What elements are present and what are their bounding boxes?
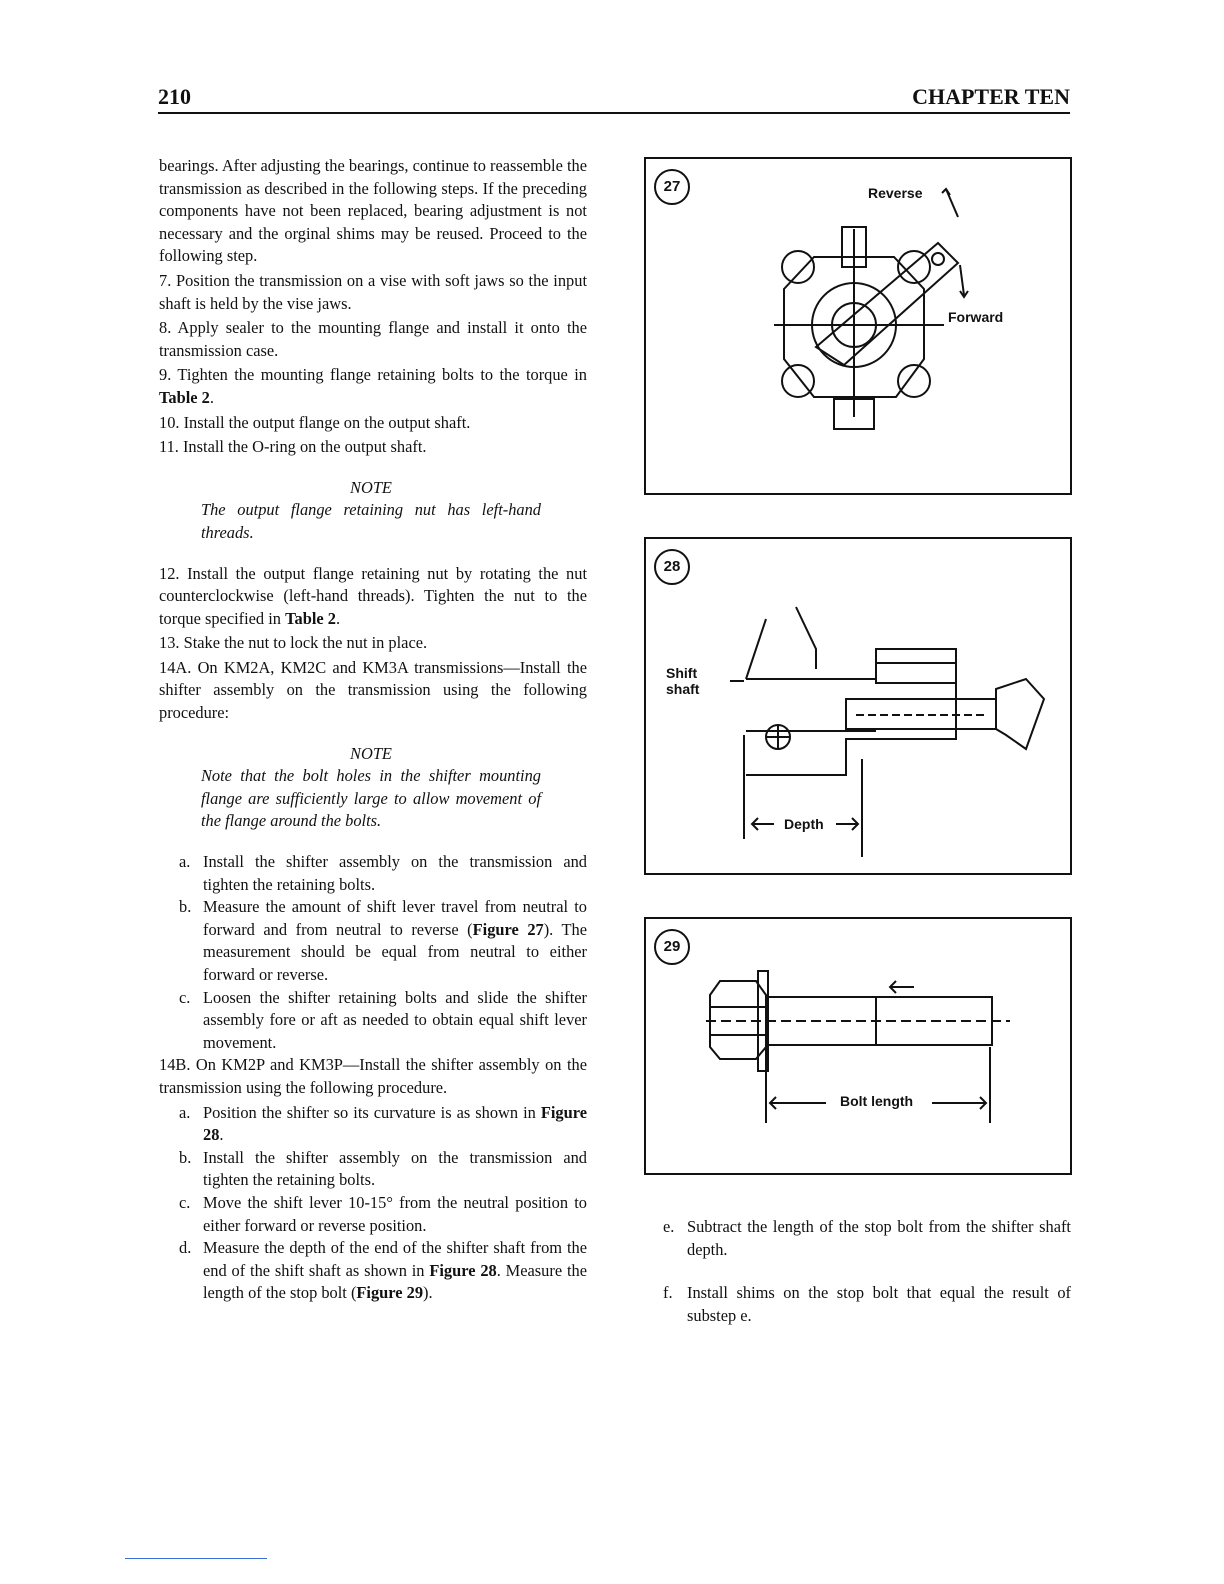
figure-28: [644, 537, 1072, 875]
substep: c. Loosen the shifter retaining bolts and slide the shifter assembly fore or aft as needed to obtain equal shift lever movement.: [179, 987, 587, 1052]
figure-number: 27: [654, 169, 690, 205]
paragraph: bearings. After adjusting the bearings, continue to reassemble the transmission as described in the following steps. If the preceding components have not been replaced, bearing adjustment is not necessary and the orginal shims may be reused. Proceed to the following step.: [159, 156, 587, 266]
shaft-label: shaft: [666, 681, 700, 697]
substep: a. Install the shifter assembly on the transmission and tighten the retaining bolts.: [179, 852, 587, 894]
substep: f. Install shims on the stop bolt that equal the result of substep e.: [663, 1283, 1071, 1325]
note-box: [201, 477, 541, 545]
substep: b. Measure the amount of shift lever travel from neutral to forward and from neutral to reverse (Figure 27). The measurement should be equal from neutral to either forward or reverse.: [179, 897, 587, 984]
note-heading: NOTE: [350, 477, 392, 497]
page-number: 210: [158, 84, 191, 109]
chapter-title: CHAPTER TEN: [912, 84, 1070, 109]
forward-label: Forward: [948, 309, 1004, 325]
note-text: The output flange retaining nut has left-hand threads.: [201, 500, 541, 542]
shifter-illustration: [646, 159, 1070, 493]
substep: b. Install the shifter assembly on the transmission and tighten the retaining bolts.: [179, 1147, 587, 1190]
note-text: Note that the bolt holes in the shifter mounting flange are sufficiently large to allow movement of the flange around the bolts.: [201, 766, 541, 831]
page-header: [158, 84, 1070, 114]
depth-label: Depth: [784, 816, 824, 832]
step-14a: 14A. On KM2A, KM2C and KM3A transmissions—Install the shifter assembly on the transmission using the following procedure:: [159, 657, 587, 723]
substep: c. Move the shift lever 10-15° from the neutral position to either forward or reverse position.: [179, 1192, 587, 1235]
figure-27: [644, 157, 1072, 495]
note-heading: NOTE: [350, 743, 392, 763]
right-column: [663, 1282, 1071, 1327]
step-10: 10. Install the output flange on the output shaft.: [159, 412, 471, 432]
step-9: 9. Tighten the mounting flange retaining bolts to the torque in Table 2.: [159, 365, 587, 407]
shift-label: Shift: [666, 665, 698, 681]
left-column: [159, 155, 587, 1305]
note-box: [201, 743, 541, 833]
step-13: 13. Stake the nut to lock the nut in place.: [159, 633, 428, 653]
step-8: 8. Apply sealer to the mounting flange and install it onto the transmission case.: [159, 318, 587, 360]
footer-rule: [125, 1558, 267, 1559]
substep: e. Subtract the length of the stop bolt from the shifter shaft depth.: [663, 1217, 1071, 1259]
shift-shaft-illustration: [646, 539, 1070, 873]
stop-bolt-illustration: [646, 919, 1070, 1173]
substep: a. Position the shifter so its curvature is as shown in Figure 28.: [179, 1102, 587, 1145]
step-14b: 14B. On KM2P and KM3P—Install the shifter assembly on the transmission using the following procedure.: [159, 1055, 587, 1097]
figure-number: 29: [654, 929, 690, 965]
figure-29: [644, 917, 1072, 1175]
figure-number: 28: [654, 549, 690, 585]
bolt-length-label: Bolt length: [840, 1093, 914, 1109]
step-11: 11. Install the O-ring on the output shaft.: [159, 437, 427, 457]
substep: d. Measure the depth of the end of the shifter shaft from the end of the shift shaft as shown in Figure 28. Measure the length of the stop bolt (Figure 29).: [179, 1238, 587, 1303]
step-12: 12. Install the output flange retaining nut by rotating the nut counterclockwise (left-hand threads). Tighten the nut to the torque specified in Table 2.: [159, 563, 587, 628]
reverse-label: Reverse: [868, 185, 923, 201]
right-column: [663, 1216, 1071, 1261]
step-7: 7. Position the transmission on a vise with soft jaws so the input shaft is held by the vise jaws.: [159, 270, 587, 313]
